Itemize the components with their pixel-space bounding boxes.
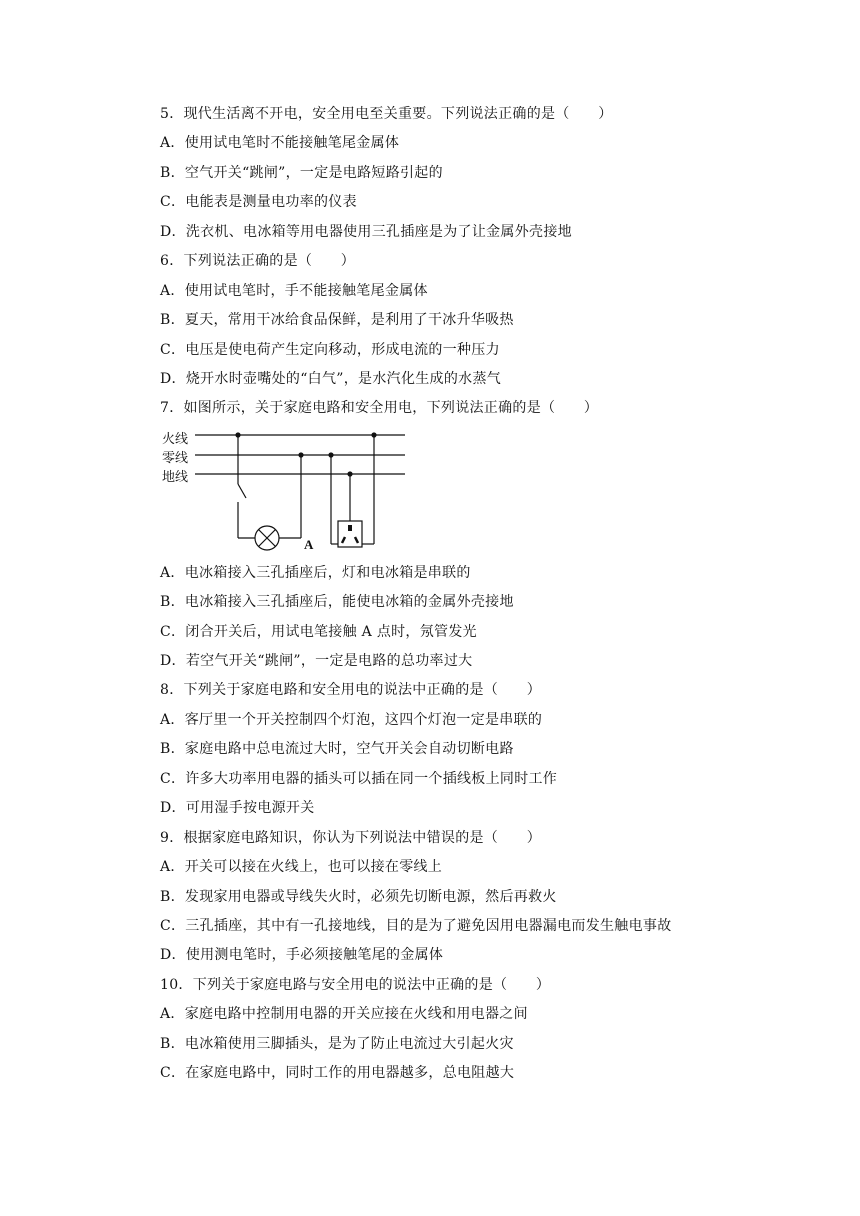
q9-option-d: D．使用测电笔时，手必须接触笔尾的金属体	[160, 947, 444, 963]
q5-option-b: B．空气开关“跳闸”，一定是电路短路引起的	[160, 165, 443, 181]
q6-stem: 6．下列说法正确的是（ ）	[160, 253, 356, 269]
q5-stem: 5．现代生活离不开电，安全用电至关重要。下列说法正确的是（ ）	[160, 106, 613, 122]
q7-stem: 7．如图所示，关于家庭电路和安全用电，下列说法正确的是（ ）	[160, 400, 599, 416]
q7-option-c: C．闭合开关后，用试电笔接触 A 点时，氖管发光	[160, 624, 477, 640]
q5-option-c: C．电能表是测量电功率的仪表	[160, 194, 357, 210]
q9-stem: 9．根据家庭电路知识，你认为下列说法中错误的是（ ）	[160, 830, 542, 846]
q6-option-a: A．使用试电笔时，手不能接触笔尾金属体	[160, 283, 428, 299]
point-a-label: A	[304, 537, 314, 552]
q10-option-b: B．电冰箱使用三脚插头，是为了防止电流过大引起火灾	[160, 1036, 514, 1052]
q7-option-a: A．电冰箱接入三孔插座后，灯和电冰箱是串联的	[160, 565, 471, 581]
q8-option-d: D．可用湿手按电源开关	[160, 800, 315, 816]
q8-stem: 8．下列关于家庭电路和安全用电的说法中正确的是（ ）	[160, 682, 542, 698]
q8-option-c: C．许多大功率用电器的插头可以插在同一个插线板上同时工作	[160, 771, 558, 787]
q8-option-b: B．家庭电路中总电流过大时，空气开关会自动切断电路	[160, 741, 514, 757]
lamp-branch	[235, 432, 303, 550]
household-circuit-diagram	[160, 426, 410, 556]
ground-wire-label: 地线	[162, 470, 189, 485]
live-wire-label: 火线	[162, 432, 189, 447]
q10-stem: 10．下列关于家庭电路与安全用电的说法中正确的是（ ）	[160, 977, 551, 993]
three-hole-socket-branch	[328, 432, 376, 547]
q5-option-d: D．洗衣机、电冰箱等用电器使用三孔插座是为了让金属外壳接地	[160, 224, 572, 240]
neutral-wire-label: 零线	[162, 451, 189, 466]
q7-option-d: D．若空气开关“跳闸”，一定是电路的总功率过大	[160, 653, 473, 669]
q7-option-b: B．电冰箱接入三孔插座后，能使电冰箱的金属外壳接地	[160, 594, 514, 610]
q6-option-b: B．夏天，常用干冰给食品保鲜，是利用了干冰升华吸热	[160, 312, 514, 328]
switch-icon	[238, 484, 246, 498]
q6-option-c: C．电压是使电荷产生定向移动，形成电流的一种压力	[160, 342, 500, 358]
q6-option-d: D．烧开水时壶嘴处的“白气”，是水汽化生成的水蒸气	[160, 371, 502, 387]
q10-option-c: C．在家庭电路中，同时工作的用电器越多，总电阻越大	[160, 1065, 515, 1081]
q9-option-b: B．发现家用电器或导线失火时，必须先切断电源，然后再救火	[160, 889, 557, 905]
q8-option-a: A．客厅里一个开关控制四个灯泡，这四个灯泡一定是串联的	[160, 712, 543, 728]
socket-icon	[338, 521, 362, 547]
q9-option-a: A．开关可以接在火线上，也可以接在零线上	[160, 859, 443, 875]
q5-option-a: A．使用试电笔时不能接触笔尾金属体	[160, 135, 400, 151]
q9-option-c: C．三孔插座，其中有一孔接地线，目的是为了避免因用电器漏电而发生触电事故	[160, 918, 672, 934]
q10-option-a: A．家庭电路中控制用电器的开关应接在火线和用电器之间	[160, 1006, 528, 1022]
